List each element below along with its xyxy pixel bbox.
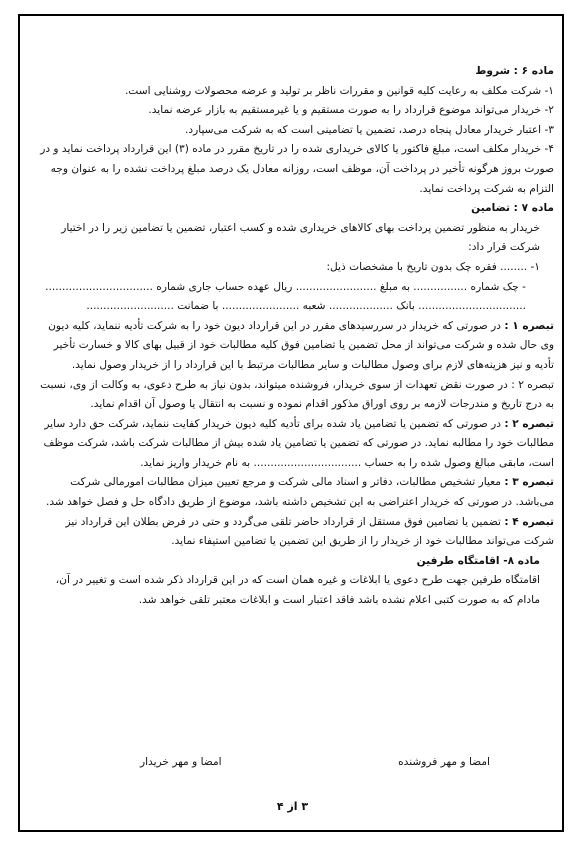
note-3-label: تبصره ۳ : xyxy=(504,476,554,489)
article-8-text: اقامتگاه طرفین جهت طرح دعوی یا ابلاغات و غیره همان است که در این قرارداد ذکر شده است و تغییر در آن، مادام که به صورت کتبی اعلام نشده باشد فاقد اعتبار است و ابلاغات معتبر تلقی خواهد شد. xyxy=(55,574,540,607)
note-1 xyxy=(32,317,554,376)
note-2b-text: در صورتی که تضمین یا تضامین یاد شده برای تأدیه کلیه دیون خریدار کفایت ننماید، شرکت حق دارد سایر مطالبات خود را مطالبه نماید. در صورتی که تضمین یا تضامین یاد شده بیش از مطالبات شرکت باشد، شرکت موظف است، مابقی مبالغ وصول شده را به حساب ................................ به نام خریدار واریز نماید. xyxy=(43,417,554,469)
article-7-item-1: ۱- ........ فقره چک بدون تاریخ با مشخصات ذیل: xyxy=(326,260,540,273)
article-6-item-3: ۳- اعتبار خریدار معادل پنجاه درصد، تضمین یا تضامینی است که به شرکت می‌سپارد. xyxy=(185,123,554,136)
signature-row xyxy=(140,756,490,768)
bank-details: ................................ بانک ................... شعبه ....................... با ضمانت .......................... xyxy=(86,300,526,313)
article-7-intro: خریدار به منظور تضمین پرداخت بهای کالاهای خریداری شده و کسب اعتبار، تضمین یا تضامین زیر را در اختیار شرکت قرار داد: xyxy=(61,221,540,254)
seller-signature-label: امضا و مهر فروشنده xyxy=(398,756,490,768)
note-2b xyxy=(32,415,554,474)
buyer-signature-label: امضا و مهر خریدار xyxy=(140,756,222,768)
article-7-heading: ماده ۷ : تضامین xyxy=(471,202,554,215)
note-4-label: تبصره ۴ : xyxy=(504,515,554,528)
article-8-heading: ماده ۸- اقامتگاه طرفین xyxy=(416,554,540,567)
note-1-label: تبصره ۱ : xyxy=(504,319,554,332)
article-6-heading: ماده ۶ : شروط xyxy=(475,65,554,77)
note-1-text: در صورتی که خریدار در سررسیدهای مقرر در این قرارداد دیون خود را به شرکت تأدیه ننماید، کلیه دیون وی حال شده و شرکت می‌تواند از محل تضمین یا تضامین فوق کلیه مطالبات خود از قبیل بهای کالا و خسارت تأخیر تأدیه و نیز هزینه‌های لازم برای وصول مطالبات و سایر مطالبات مرتبط با این قرارداد را از خریدار وصول نماید. xyxy=(48,319,554,371)
page-number: ۳ از ۴ xyxy=(276,800,309,813)
note-2-label: تبصره ۲ : xyxy=(511,378,554,391)
article-6-item-4: ۴- خریدار مکلف است، مبلغ فاکتور یا کالای خریداری شده را در تاریخ مقرر در ماده (۳) این قرارداد پرداخت نماید و در صورت بروز هرگونه تأخیر در پرداخت آن، موظف است، روزانه معادل یک درصد مبلغ پرداخت نشده را به عنوان وجه التزام به شرکت پرداخت نماید. xyxy=(40,143,554,195)
note-2 xyxy=(32,376,554,415)
note-4-text: تضمین یا تضامین فوق مستقل از قرارداد حاضر تلقی می‌گردد و حتی در فرض بطلان این قرارداد نیز شرکت می‌تواند مطالبات خود از خریدار را از طریق این تضمین یا تضامین استیفاء نماید. xyxy=(65,515,554,548)
note-4 xyxy=(32,513,554,552)
note-3 xyxy=(32,473,554,512)
note-2-text: در صورت نقض تعهدات از سوی خریدار، فروشنده میتواند، بدون نیاز به طرح دعوی، به وکالت از وی، نسبت به درج تاریخ و مندرجات لازمه بر روی اوراق مذکور اقدام نموده و نسبت به انتقال یا وصول آن اقدام نماید. xyxy=(40,378,554,411)
note-2b-label: تبصره ۲ : xyxy=(504,417,554,430)
cheque-details: - چک شماره ................ به مبلغ ........................ ریال عهده حساب جاری شماره ................................ xyxy=(45,280,526,293)
article-6-item-2: ۲- خریدار می‌تواند موضوع قرارداد را به صورت مستقیم و یا غیرمستقیم به بازار عرضه نماید. xyxy=(148,104,554,117)
note-3-text: معیار تشخیص مطالبات، دفاتر و اسناد مالی شرکت و مرجع تعیین میزان مطالبات امورمالی شرکت می‌باشد. در صورتی که خریدار اعتراضی به این تشخیص داشته باشد، موضوع از طریق دادگاه حل و فصل خواهد شد. xyxy=(46,476,554,509)
contract-body xyxy=(32,62,554,611)
article-6-item-1: ۱- شرکت مکلف به رعایت کلیه قوانین و مقررات ناظر بر تولید و عرضه محصولات روشنایی است. xyxy=(124,84,554,97)
